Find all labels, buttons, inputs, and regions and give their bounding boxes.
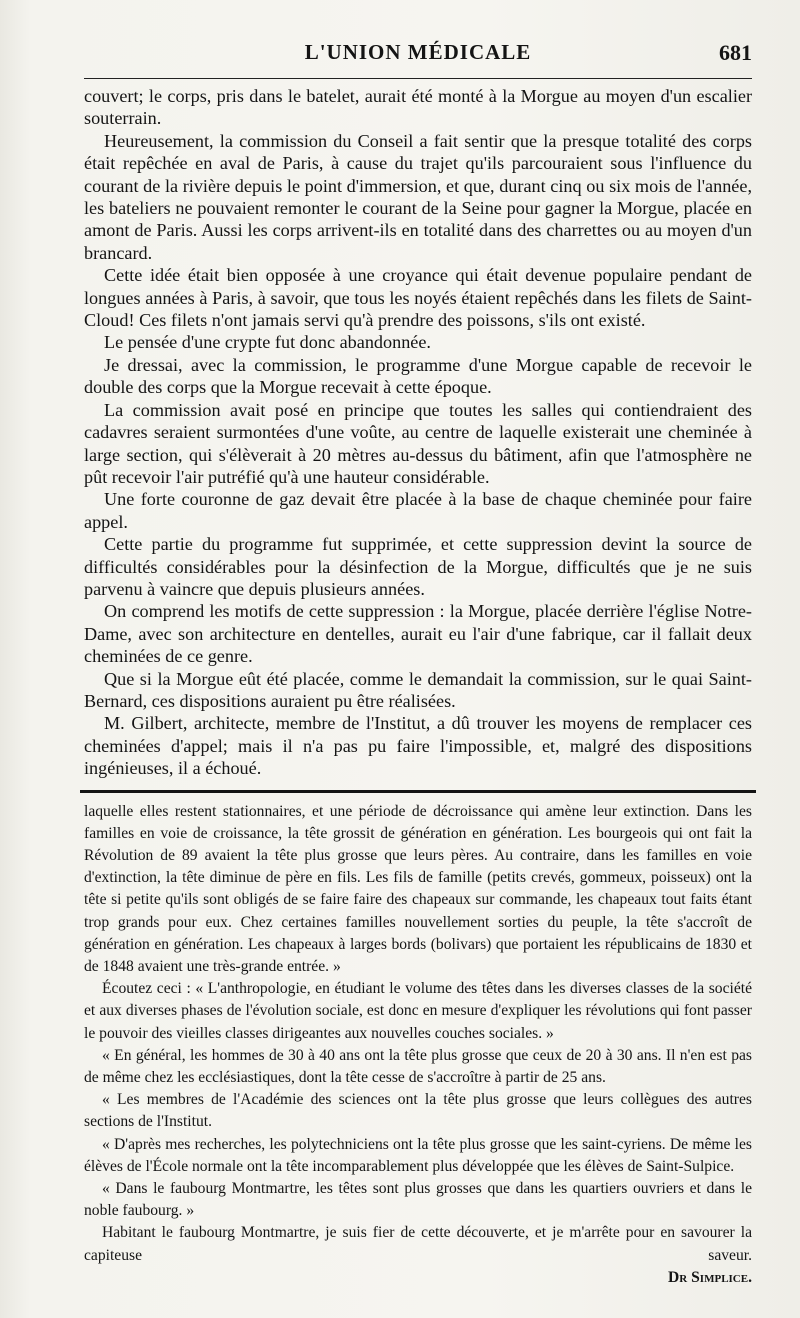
paragraph: Je dressai, avec la commission, le programme d'une Morgue capable de recevoir le double des corps que la Morgue recevait à cette époque. xyxy=(84,354,752,398)
paragraph: Cette idée était bien opposée à une croyance qui était devenue populaire pendant de longues années à Paris, à savoir, que tous les noyés étaient repêchés dans les filets de Saint-Cloud! Ces filets n'ont jamais servi qu'à prendre des poissons, s'ils ont existé. xyxy=(84,265,752,331)
feuilleton-paragraph: « D'après mes recherches, les polytechniciens ont la tête plus grosse que les saint-cyriens. De même les élèves de l'École normale ont la tête incomparablement plus développée que les élèves de Saint-Sulpice. xyxy=(84,1135,752,1175)
feuilleton-paragraph: Écoutez ceci : « L'anthropologie, en étudiant le volume des têtes dans les diverses classes de la société et aux diverses phases de l'évolution sociale, est donc en mesure d'expliquer les révolutions qui font passer le pouvoir des vieilles classes dirigeantes aux nouvelles couches sociales. » xyxy=(84,980,752,1042)
feuilleton-closing-paragraph: Habitant le faubourg Montmartre, je suis fier de cette découverte, et je m'arrête pour en savourer la capiteuse saveur. xyxy=(84,1224,752,1264)
page-header xyxy=(84,30,752,72)
paragraph: La commission avait posé en principe que toutes les salles qui contiendraient des cadavres seraient surmontées d'une voûte, au centre de laquelle existerait une cheminée à large section, qui s'élèverait à 20 mètres au-dessus du bâtiment, afin que l'atmosphère ne pût recevoir l'air putréfié qu'à une hauteur considérable. xyxy=(84,399,752,487)
paragraph: Heureusement, la commission du Conseil a fait sentir que la presque totalité des corps était repêchée en aval de Paris, à cause du trajet qu'ils parcouraient sous l'influence du courant de la rivière depuis le point d'immersion, et que, durant cinq ou six mois de l'année, les bateliers ne pouvaient remonter le courant de la Seine pour gagner la Morgue, placée en amont de Paris. Aussi les corps arrivent-ils en totalité dans des charrettes ou au moyen d'un brancard. xyxy=(84,130,752,263)
feuilleton-paragraph: laquelle elles restent stationnaires, et une période de décroissance qui amène leur extinction. Dans les familles en voie de croissance, la tête grossit de génération en génération. Les bourgeois qui ont fait la Révolution de 89 avaient la tête plus grosse que leurs pères. Au contraire, dans les familles en voie d'extinction, la tête diminue de père en fils. Les fils de famille (petits crevés, gommeux, poisseux) ont la tête si petite qu'ils sont obligés de se faire faire des chapeaux sur commande, les chapeaux tout faits étant trop grands pour eux. Chez certaines familles nouvellement sorties du peuple, la tête s'accroît de génération en génération. Les chapeaux à larges bords (bolivars) que portaient les républicains de 1830 et de 1848 avaient une très-grande entrée. » xyxy=(84,802,752,976)
main-article-text xyxy=(84,85,752,780)
page-number: 681 xyxy=(719,40,752,65)
header-rule xyxy=(84,78,752,79)
paragraph: Le pensée d'une crypte fut donc abandonnée. xyxy=(104,332,431,353)
feuilleton-paragraph: « En général, les hommes de 30 à 40 ans ont la tête plus grosse que ceux de 20 à 30 ans. Il n'en est pas de même chez les ecclésiastiques, dont la tête cesse de s'accroître à partir de 25 ans. xyxy=(84,1046,752,1087)
author-signature: Dr Simplice. xyxy=(668,1268,752,1286)
paragraph: Une forte couronne de gaz devait être placée à la base de chaque cheminée pour faire appel. xyxy=(84,489,752,532)
feuilleton-text xyxy=(84,801,752,1289)
feuilleton-paragraph: « Les membres de l'Académie des sciences ont la tête plus grosse que leurs collègues des autres sections de l'Institut. xyxy=(84,1091,752,1131)
running-head: L'UNION MÉDICALE xyxy=(304,40,532,64)
paragraph: couvert; le corps, pris dans le batelet, aurait été monté à la Morgue au moyen d'un escalier souterrain. xyxy=(84,86,752,129)
feuilleton-paragraph: « Dans le faubourg Montmartre, les têtes sont plus grosses que dans les quartiers ouvriers et dans le noble faubourg. » xyxy=(84,1180,752,1220)
paragraph: Cette partie du programme fut supprimée, et cette suppression devint la source de difficultés considérables pour la désinfection de la Morgue, difficultés que je ne suis parvenu à vaincre que depuis plusieurs années. xyxy=(84,534,752,599)
feuilleton-separator xyxy=(80,790,756,793)
paragraph: On comprend les motifs de cette suppression : la Morgue, placée derrière l'église Notre-Dame, avec son architecture en dentelles, aurait eu l'air d'une fabrique, car il fallait deux cheminées de ce genre. xyxy=(84,601,752,667)
paragraph: Que si la Morgue eût été placée, comme le demandait la commission, sur le quai Saint-Bernard, ces dispositions auraient pu être réalisées. xyxy=(84,668,752,711)
paragraph: M. Gilbert, architecte, membre de l'Institut, a dû trouver les moyens de remplacer ces cheminées d'appel; mais il n'a pas pu faire l'impossible, et, malgré des dispositions ingénieuses, il a échoué. xyxy=(84,713,752,779)
